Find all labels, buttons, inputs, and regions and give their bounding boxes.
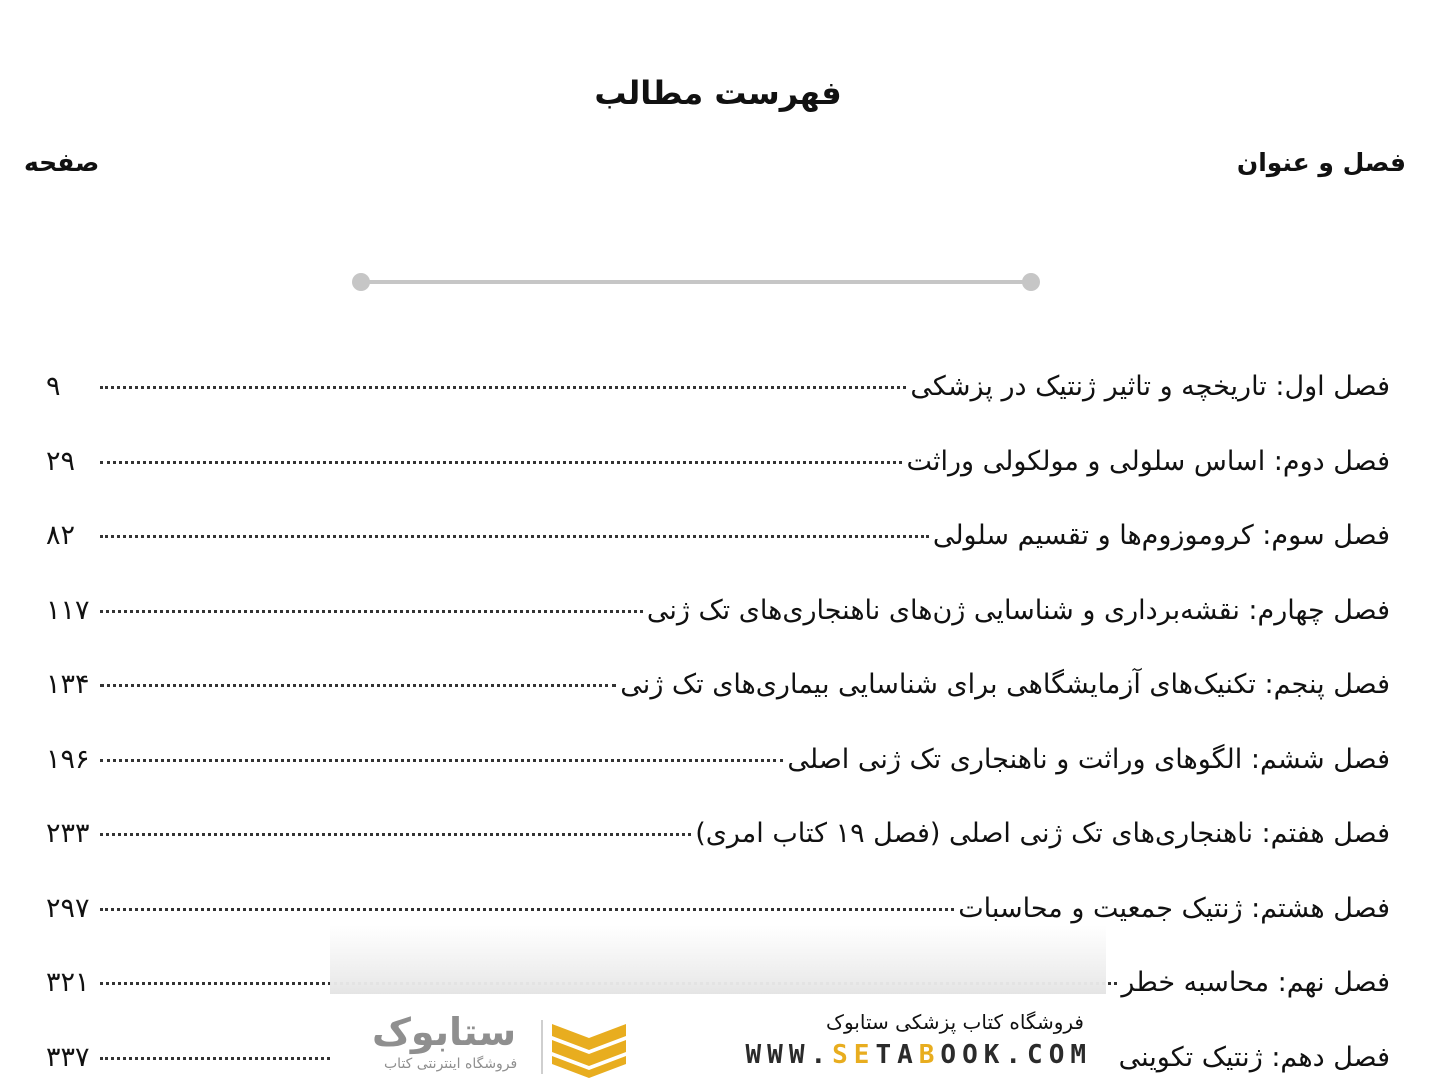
divider-dot-right [1022,273,1040,291]
url-part-highlight: SE [832,1040,876,1070]
toc-entry-page: ۳۳۷ [46,1042,90,1073]
toc-entry-title: فصل اول: تاریخچه و تاثیر ژنتیک در پزشکی [910,371,1390,402]
toc-entry-page: ۱۹۶ [46,744,90,775]
toc-entry[interactable] [46,495,1390,551]
dot-leader [100,684,616,687]
toc-entry[interactable] [46,421,1390,477]
dot-leader [100,833,691,836]
toc-entry-page: ۹ [46,371,61,402]
page-title: فهرست مطالب [594,74,842,112]
toc-entry[interactable] [46,793,1390,849]
toc-entry[interactable] [46,719,1390,775]
logo-separator [541,1020,543,1074]
url-part: OOK.COM [940,1040,1092,1070]
toc-entry-title: فصل نهم: محاسبه خطر [1121,967,1390,998]
toc-entry-page: ۱۳۴ [46,669,90,700]
url-part: TA [875,1040,919,1070]
toc-entry-title: فصل چهارم: نقشه‌برداری و شناسایی ژن‌های ناهنجاری‌های تک ژنی [646,595,1390,626]
book-chevron-logo-icon [548,1016,630,1078]
toc-entry-page: ۸۲ [46,520,76,551]
divider-line [360,280,1032,284]
dot-leader [100,759,783,762]
dot-leader [100,535,929,538]
watermark-logo-text: ستابوک [372,1010,517,1054]
toc-entry-title: فصل هشتم: ژنتیک جمعیت و محاسبات [958,893,1390,924]
toc-entry-page: ۲۹۷ [46,893,90,924]
toc-entry-page: ۲۹ [46,446,76,477]
divider-dot-left [352,273,370,291]
watermark-store-name: فروشگاه کتاب پزشکی ستابوک [826,1010,1084,1034]
toc-entry-page: ۳۲۱ [46,967,90,998]
url-part: WWW. [745,1040,833,1070]
toc-entry[interactable] [46,868,1390,924]
watermark-shadow [330,925,1106,995]
toc-entry[interactable] [46,644,1390,700]
watermark-logo-subtitle: فروشگاه اینترنتی کتاب [384,1056,518,1072]
toc-entry-page: ۱۱۷ [46,595,90,626]
toc-entry-title: فصل ششم: الگوهای وراثت و ناهنجاری تک ژنی اصلی [787,744,1390,775]
toc-entry[interactable] [46,570,1390,626]
toc-entry-title: فصل سوم: کروموزوم‌ها و تقسیم سلولی [932,520,1390,551]
dot-leader [100,386,906,389]
dot-leader [100,908,954,911]
toc-entry-title: فصل دوم: اساس سلولی و مولکولی وراثت [906,446,1390,477]
toc-entry-title: فصل دهم: ژنتیک تکوینی [1118,1042,1390,1073]
toc-entry-title: فصل هفتم: ناهنجاری‌های تک ژنی اصلی (فصل ۱۹ کتاب امری) [695,818,1390,849]
column-header-chapter: فصل و عنوان [1236,148,1406,177]
dot-leader [100,610,643,613]
toc-entry[interactable] [46,346,1390,402]
toc-entry-page: ۲۳۳ [46,818,90,849]
dot-leader [100,461,902,464]
column-header-page: صفحه [24,148,100,177]
url-part-highlight: B [918,1040,941,1070]
toc-entry-title: فصل پنجم: تکنیک‌های آزمایشگاهی برای شناسایی بیماری‌های تک ژنی [620,669,1390,700]
watermark-url [746,1040,1092,1070]
